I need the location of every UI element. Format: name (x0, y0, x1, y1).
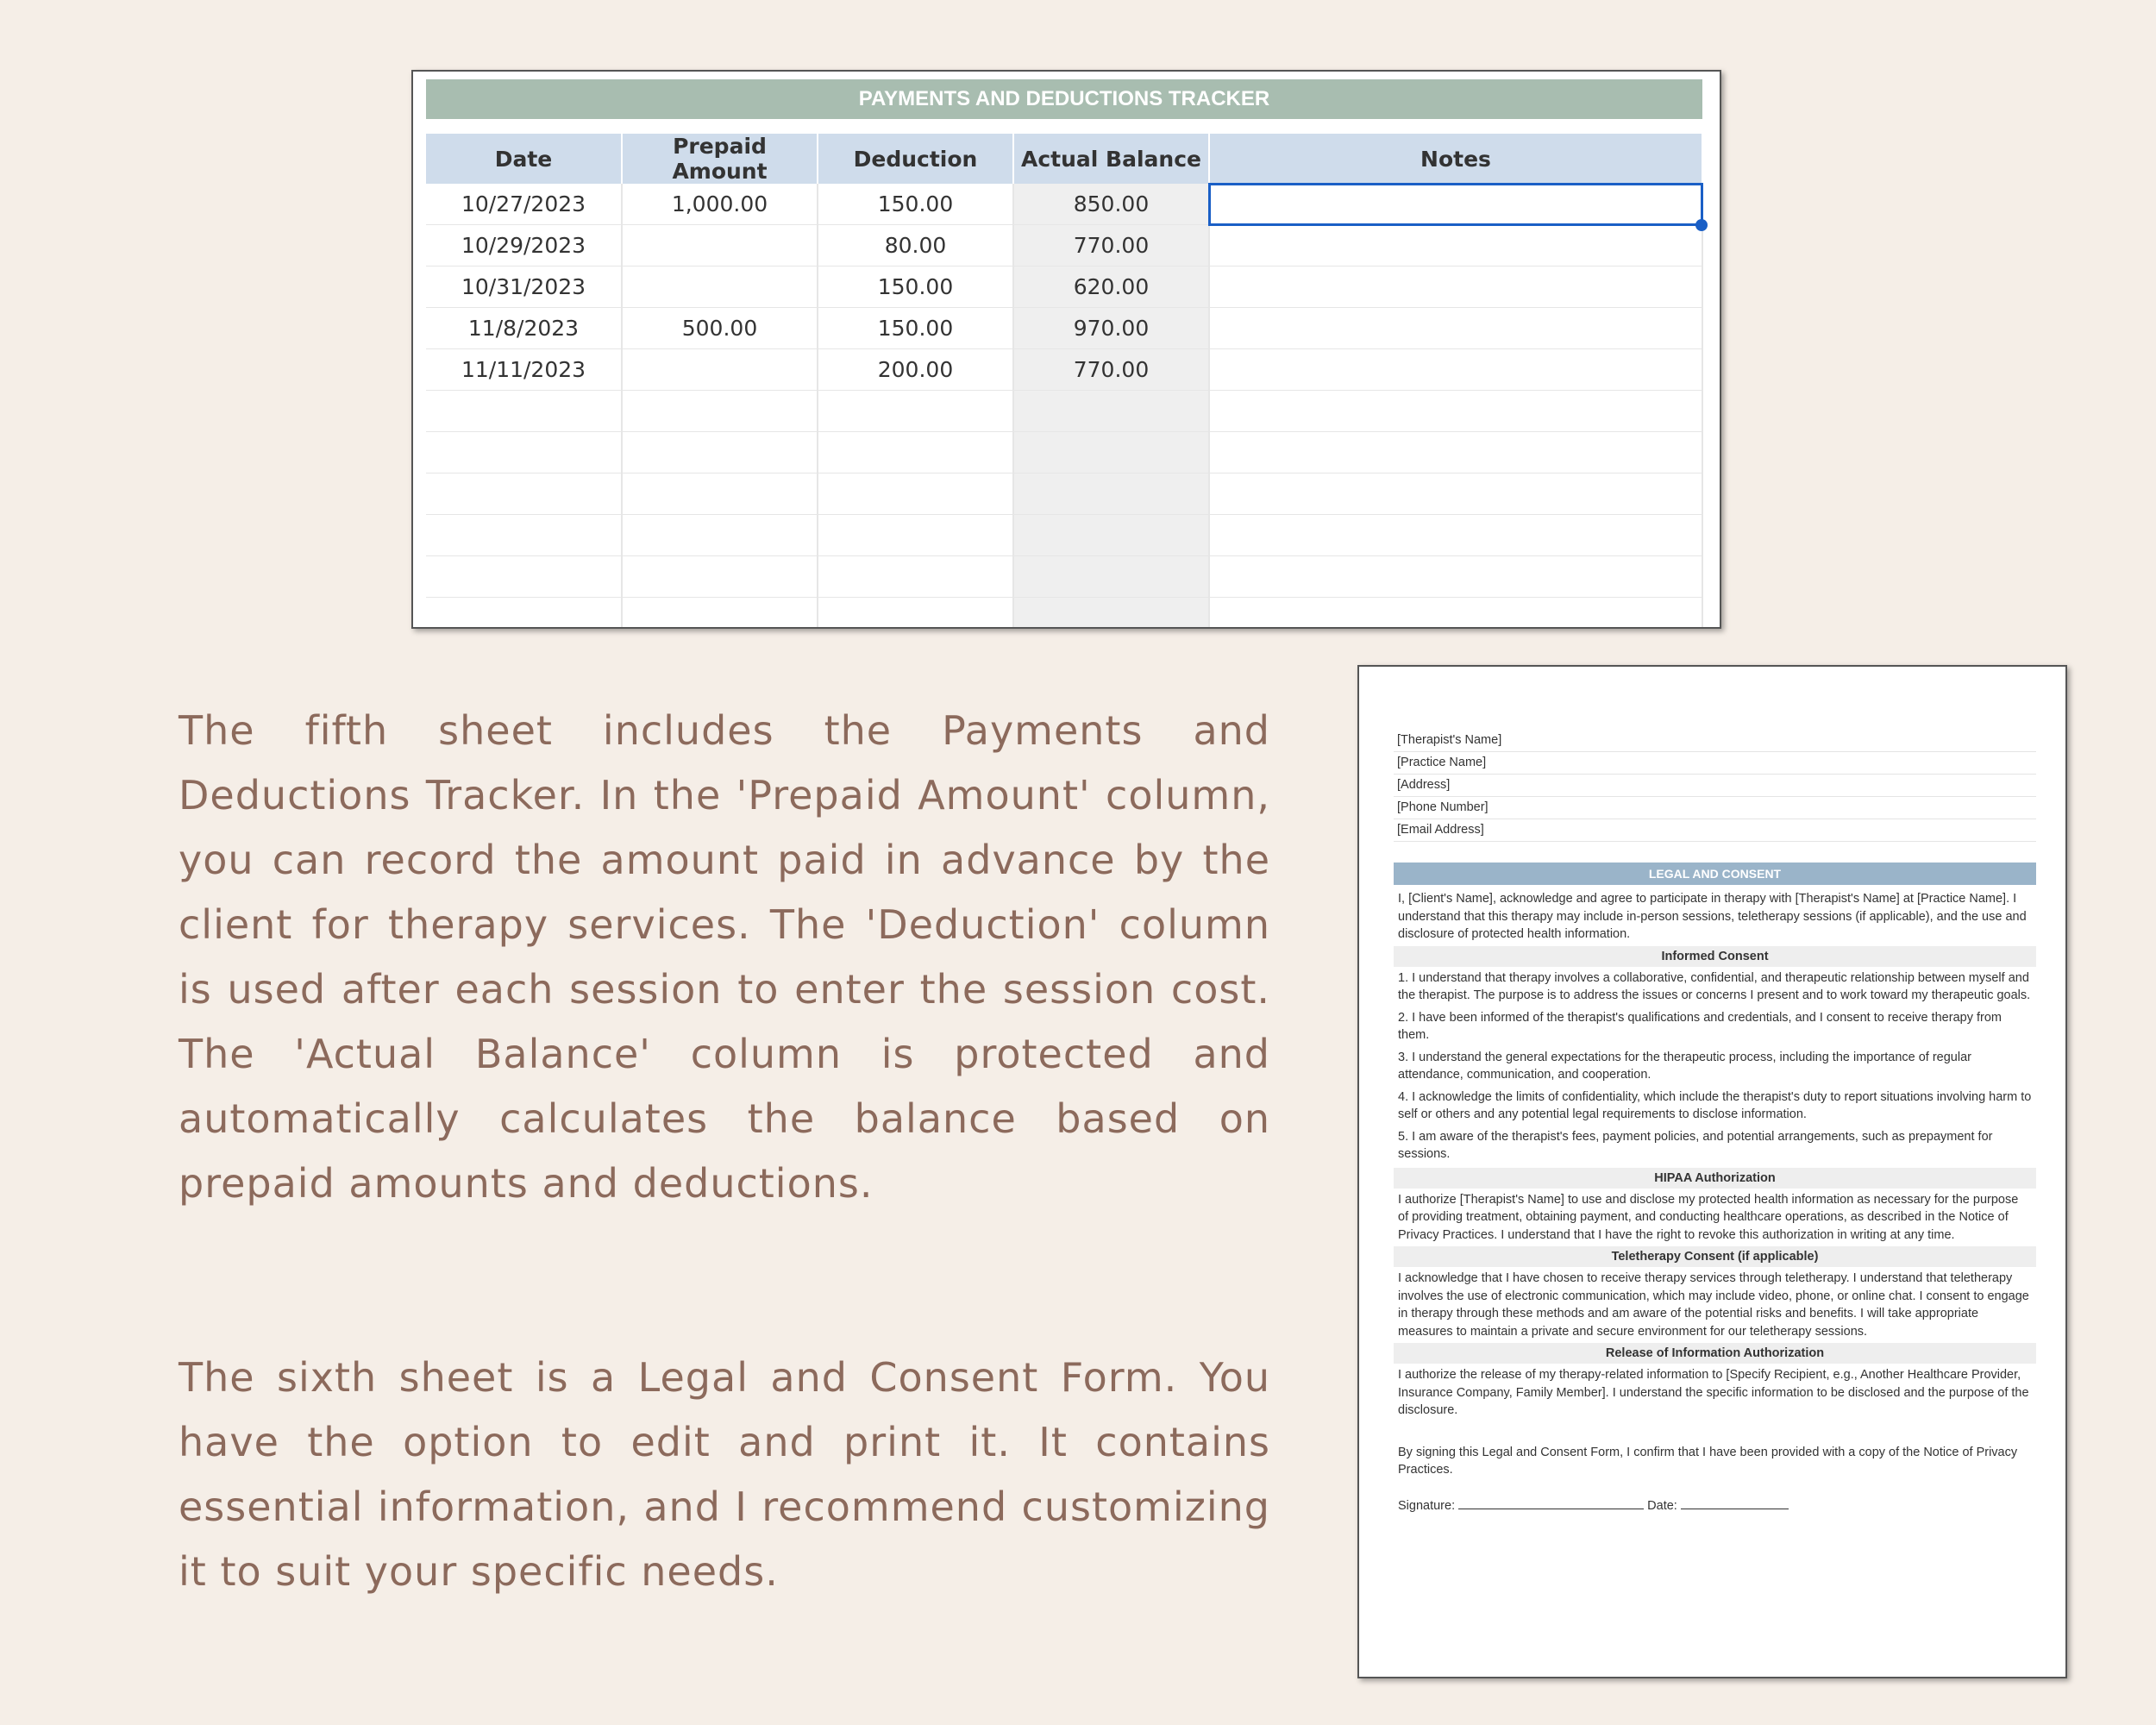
cell-notes[interactable] (1209, 391, 1702, 432)
cell-deduction[interactable] (818, 556, 1013, 598)
list-item: 5. I am aware of the therapist's fees, payment policies, and potential arrangements, such as prepayment for sessions. (1398, 1129, 1993, 1161)
sixth-sheet-description: The sixth sheet is a Legal and Consent Form. You have the option to edit and print it. It contains essential information, and I recommend customizing it to suit your specific needs. (179, 1354, 1270, 1595)
therapist-name-field[interactable]: [Therapist's Name] (1394, 730, 2036, 752)
signature-line (1394, 1498, 2036, 1513)
list-item: 1. I understand that therapy involves a collaborative, confidential, and therapeutic relationship between myself and the therapist. The purpose is to address the issues or concerns I present and to work toward my therapeutic goals. (1398, 970, 2031, 1002)
cell-deduction[interactable]: 200.00 (818, 349, 1013, 391)
cell-date[interactable] (426, 391, 622, 432)
cell-prepaid[interactable] (622, 391, 818, 432)
phone-number-field[interactable]: [Phone Number] (1394, 797, 2036, 819)
cell-deduction[interactable]: 150.00 (818, 267, 1013, 308)
selection-fill-handle[interactable] (1695, 219, 1708, 231)
table-row (426, 515, 1702, 556)
cell-balance[interactable] (1013, 474, 1209, 515)
table-row (426, 308, 1702, 349)
cell-date[interactable]: 11/11/2023 (426, 349, 622, 391)
header-prepaid-amount[interactable]: Prepaid Amount (622, 134, 818, 184)
release-heading: Release of Information Authorization (1394, 1343, 2036, 1364)
cell-notes[interactable] (1209, 474, 1702, 515)
cell-date[interactable]: 10/29/2023 (426, 225, 622, 267)
tracker-title: PAYMENTS AND DEDUCTIONS TRACKER (426, 79, 1702, 119)
table-row (426, 474, 1702, 515)
header-deduction[interactable]: Deduction (818, 134, 1013, 184)
cell-balance[interactable]: 850.00 (1013, 184, 1209, 225)
cell-balance[interactable] (1013, 515, 1209, 556)
tracker-sheet-screenshot (411, 70, 1721, 629)
header-notes[interactable]: Notes (1209, 134, 1702, 184)
cell-date[interactable] (426, 598, 622, 630)
cell-prepaid[interactable] (622, 225, 818, 267)
cell-date[interactable]: 10/27/2023 (426, 184, 622, 225)
fifth-sheet-description: The fifth sheet includes the Payments and Deductions Tracker. In the 'Prepaid Amount' column, you can record the amount paid in advance by the client for therapy services. The 'Deduction' column is used after each session to enter the session cost. The 'Actual Balance' column is protected and automatically calculates the balance based on prepaid amounts and deductions. (179, 707, 1270, 1207)
cell-notes[interactable] (1209, 308, 1702, 349)
teletherapy-paragraph: I acknowledge that I have chosen to receive therapy services through teletherapy. I understand that teletherapy involves the use of electronic communication, which may include video, phone, or online chat. I consent to engage in therapy through these methods and am aware of the potential risks and benefits. I will take appropriate measures to maintain a private and secure environment for our teletherapy sessions. (1398, 1271, 2029, 1339)
cell-prepaid[interactable] (622, 474, 818, 515)
cell-date[interactable]: 11/8/2023 (426, 308, 622, 349)
teletherapy-heading: Teletherapy Consent (if applicable) (1394, 1246, 2036, 1267)
table-row (426, 432, 1702, 474)
form-title: LEGAL AND CONSENT (1394, 862, 2036, 885)
informed-consent-list (1394, 969, 2036, 1164)
cell-date[interactable] (426, 515, 622, 556)
cell-prepaid[interactable] (622, 349, 818, 391)
tracker-header-row (426, 134, 1702, 184)
release-paragraph: I authorize the release of my therapy-related information to [Specify Recipient, e.g., Another Healthcare Provider, Insurance Company, Family Member]. I understand the specific information to be disclosed and the purpose of the disclosure. (1398, 1368, 2029, 1417)
table-row (426, 267, 1702, 308)
cell-deduction[interactable]: 150.00 (818, 184, 1013, 225)
signature-label: Signature: (1398, 1498, 1456, 1513)
table-row (426, 391, 1702, 432)
list-item: 3. I understand the general expectations for the therapeutic process, including the importance of regular attendance, communication, and cooperation. (1398, 1050, 1971, 1082)
consent-form-screenshot (1357, 665, 2067, 1678)
cell-notes[interactable] (1209, 556, 1702, 598)
table-row (426, 184, 1702, 225)
cell-date[interactable] (426, 474, 622, 515)
cell-deduction[interactable] (818, 432, 1013, 474)
cell-balance[interactable] (1013, 432, 1209, 474)
consent-form-body (1394, 730, 2036, 1513)
cell-deduction[interactable] (818, 391, 1013, 432)
email-address-field[interactable]: [Email Address] (1394, 819, 2036, 842)
cell-notes[interactable] (1209, 267, 1702, 308)
cell-deduction[interactable] (818, 474, 1013, 515)
cell-notes[interactable] (1209, 225, 1702, 267)
cell-deduction[interactable] (818, 515, 1013, 556)
list-item: 4. I acknowledge the limits of confidentiality, which include the therapist's duty to report situations involving harm to self or others and any potential legal requirements to disclose information. (1398, 1089, 2032, 1121)
practice-name-field[interactable]: [Practice Name] (1394, 752, 2036, 775)
cell-notes[interactable] (1209, 598, 1702, 630)
cell-balance[interactable]: 970.00 (1013, 308, 1209, 349)
table-row (426, 556, 1702, 598)
cell-deduction[interactable] (818, 598, 1013, 630)
cell-balance[interactable] (1013, 391, 1209, 432)
table-row (426, 225, 1702, 267)
date-label: Date: (1647, 1498, 1677, 1513)
address-field[interactable]: [Address] (1394, 775, 2036, 797)
cell-prepaid[interactable]: 1,000.00 (622, 184, 818, 225)
list-item: 2. I have been informed of the therapist's qualifications and credentials, and I consent to receive therapy from them. (1398, 1010, 2002, 1042)
cell-prepaid[interactable] (622, 556, 818, 598)
cell-date[interactable] (426, 432, 622, 474)
cell-balance[interactable] (1013, 598, 1209, 630)
cell-prepaid[interactable] (622, 515, 818, 556)
intro-paragraph: I, [Client's Name], acknowledge and agree to participate in therapy with [Therapist's Name] at [Practice Name]. I understand that this therapy may include in-person sessions, teletherapy sessions (if applicable), and the use and disclosure of protected health information. (1398, 892, 2027, 941)
cell-notes[interactable] (1209, 515, 1702, 556)
table-row (426, 598, 1702, 630)
header-actual-balance[interactable]: Actual Balance (1013, 134, 1209, 184)
cell-prepaid[interactable]: 500.00 (622, 308, 818, 349)
cell-date[interactable]: 10/31/2023 (426, 267, 622, 308)
cell-balance[interactable]: 770.00 (1013, 349, 1209, 391)
cell-notes-selected[interactable] (1209, 184, 1702, 225)
closing-paragraph: By signing this Legal and Consent Form, I confirm that I have been provided with a copy of the Notice of Privacy Practices. (1398, 1445, 2018, 1477)
contact-block (1394, 730, 2036, 842)
signature-field[interactable] (1458, 1498, 1644, 1509)
date-field[interactable] (1681, 1498, 1789, 1509)
cell-notes[interactable] (1209, 432, 1702, 474)
tracker-table (426, 134, 1703, 629)
header-date[interactable]: Date (426, 134, 622, 184)
hipaa-heading: HIPAA Authorization (1394, 1168, 2036, 1189)
informed-consent-heading: Informed Consent (1394, 946, 2036, 967)
cell-balance[interactable]: 620.00 (1013, 267, 1209, 308)
cell-balance[interactable]: 770.00 (1013, 225, 1209, 267)
cell-notes[interactable] (1209, 349, 1702, 391)
cell-prepaid[interactable] (622, 267, 818, 308)
cell-deduction[interactable]: 150.00 (818, 308, 1013, 349)
table-row (426, 349, 1702, 391)
cell-prepaid[interactable] (622, 432, 818, 474)
cell-date[interactable] (426, 556, 622, 598)
cell-deduction[interactable]: 80.00 (818, 225, 1013, 267)
hipaa-paragraph: I authorize [Therapist's Name] to use and disclose my protected health information as necessary for the purpose of providing treatment, obtaining payment, and conducting healthcare operations, as described in the Notice of Privacy Practices. I understand that I have the right to revoke this authorization in writing at any time. (1398, 1192, 2019, 1242)
cell-prepaid[interactable] (622, 598, 818, 630)
cell-balance[interactable] (1013, 556, 1209, 598)
